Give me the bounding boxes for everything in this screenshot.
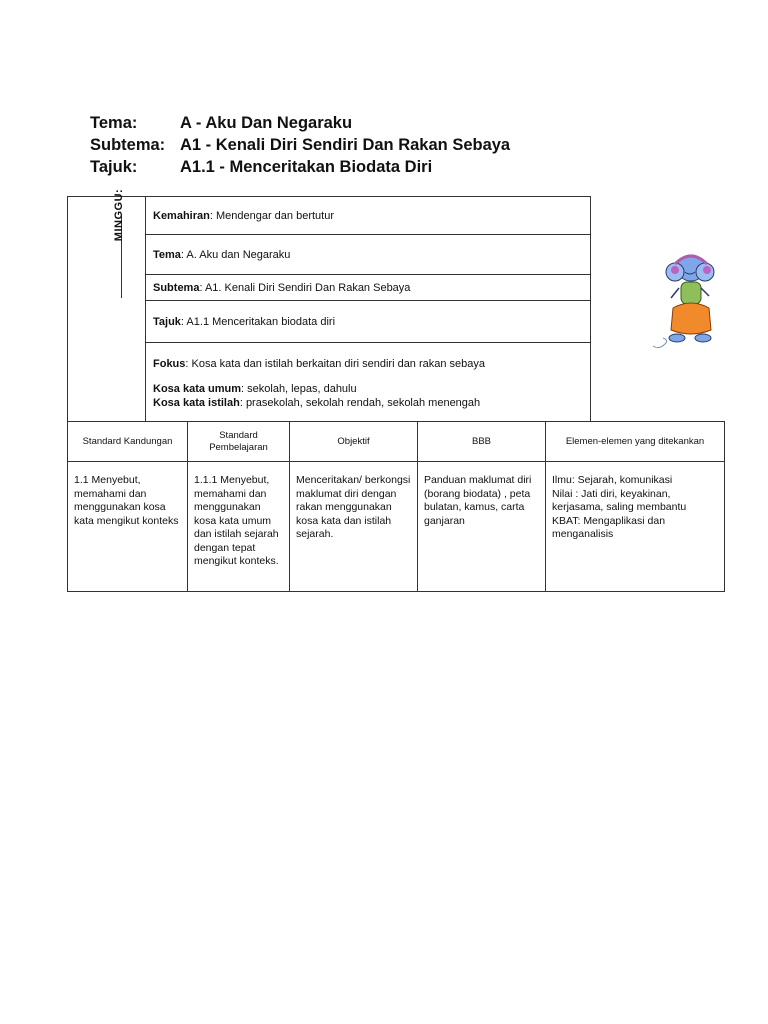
header-objektif: Objektif <box>290 422 418 462</box>
kosa-umum-line <box>153 382 590 396</box>
header-bbb: BBB <box>418 422 546 462</box>
header-standard-kandungan: Standard Kandungan <box>68 422 188 462</box>
subtema-row <box>146 275 590 301</box>
table-header-row <box>68 422 725 462</box>
cartoon-mouse-headphones-icon <box>647 250 721 354</box>
subtema-value: : A1. Kenali Diri Sendiri Dan Rakan Sebaya <box>199 281 411 294</box>
table-row <box>68 462 725 592</box>
kosa-istilah-label: Kosa kata istilah <box>153 397 240 409</box>
header-subtema-row <box>90 134 510 156</box>
kemahiran-value: : Mendengar dan bertutur <box>209 209 334 222</box>
header-tajuk-value: A1.1 - Menceritakan Biodata Diri <box>180 157 433 176</box>
header-subtema-label: Subtema: <box>90 135 166 154</box>
standards-table <box>67 421 725 592</box>
kemahiran-row <box>146 197 590 235</box>
lesson-info-box <box>67 196 591 421</box>
kemahiran-label: Kemahiran <box>153 209 210 222</box>
fokus-value: : Kosa kata dan istilah berkaitan diri sendiri dan rakan sebaya <box>185 358 486 370</box>
tema-label: Tema <box>153 248 181 261</box>
header-tajuk-label: Tajuk: <box>90 157 138 176</box>
cell-objektif: Menceritakan/ berkongsi maklumat diri dengan rakan menggunakan kosa kata dan istilah sejarah. <box>290 462 418 592</box>
header-tajuk-row <box>90 156 510 178</box>
kosa-istilah-line <box>153 396 590 410</box>
header-subtema-value: A1 - Kenali Diri Sendiri Dan Rakan Sebaya <box>180 135 511 154</box>
fokus-line <box>153 357 590 371</box>
tajuk-value: : A1.1 Menceritakan biodata diri <box>180 315 336 328</box>
kosa-istilah-value: : prasekolah, sekolah rendah, sekolah menengah <box>239 397 481 409</box>
header-tema-row <box>90 112 510 134</box>
tema-row <box>146 235 590 275</box>
lesson-header <box>90 112 510 178</box>
cell-bbb: Panduan maklumat diri (borang biodata) , peta bulatan, kamus, carta ganjaran <box>418 462 546 592</box>
minggu-column <box>68 197 146 421</box>
kosa-umum-value: : sekolah, lepas, dahulu <box>241 383 357 395</box>
cell-elemen: Ilmu: Sejarah, komunikasi Nilai : Jati diri, keyakinan, kerjasama, saling membantu KBAT: Mengaplikasi dan menganalisis <box>546 462 725 592</box>
header-tema-label: Tema: <box>90 113 138 132</box>
cell-standard-kandungan: 1.1 Menyebut, memahami dan menggunakan kosa kata mengikut konteks <box>68 462 188 592</box>
minggu-label: MINGGU: <box>113 188 125 242</box>
subtema-label: Subtema <box>153 281 200 294</box>
fokus-section <box>146 343 590 410</box>
kosa-umum-label: Kosa kata umum <box>153 383 242 395</box>
cell-standard-pembelajaran: 1.1.1 Menyebut, memahami dan menggunakan kosa kata umum dan istilah sejarah dengan tepat mengikut konteks. <box>188 462 290 592</box>
tajuk-row <box>146 301 590 343</box>
header-tema-value: A - Aku Dan Negaraku <box>180 113 353 132</box>
fokus-label: Fokus <box>153 358 186 370</box>
tajuk-label: Tajuk <box>153 315 181 328</box>
header-standard-pembelajaran: Standard Pembelajaran <box>188 422 290 462</box>
tema-value: : A. Aku dan Negaraku <box>180 248 291 261</box>
header-elemen: Elemen-elemen yang ditekankan <box>546 422 725 462</box>
